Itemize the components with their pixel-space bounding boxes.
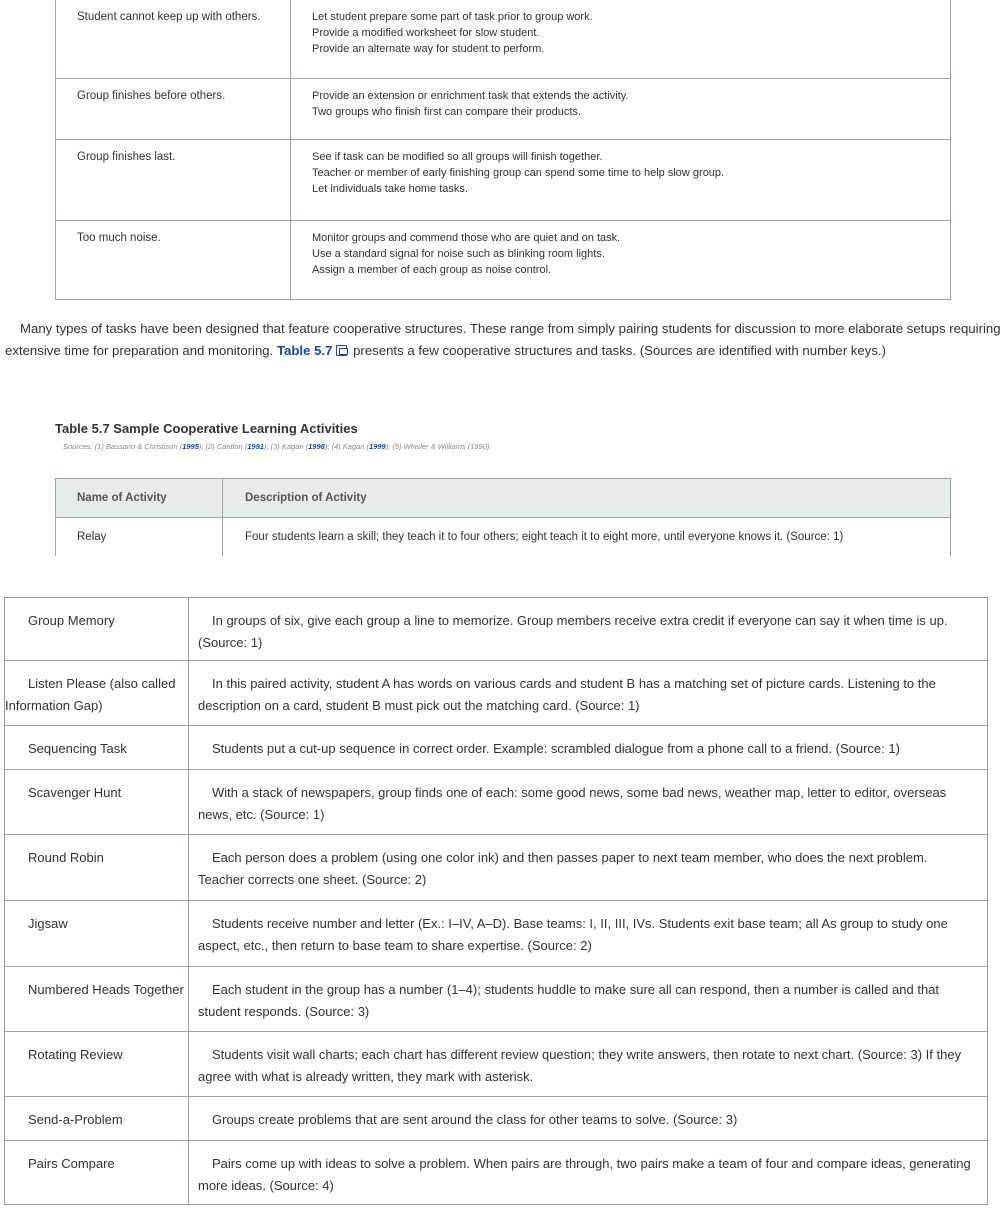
- activity-description-cell: In this paired activity, student A has words on various cards and student B has a matching set of picture cards. Listening to the description on a card, student B must pick out the matching card. (Source: 1): [198, 676, 936, 713]
- source-year-link[interactable]: 1991: [247, 442, 264, 451]
- column-header-description: Description of Activity: [245, 492, 367, 504]
- table-row: [56, 0, 950, 78]
- activity-name-cell: Numbered Heads Together: [5, 967, 189, 1031]
- solution-line: Two groups who finish first can compare their products.: [312, 106, 582, 118]
- activity-description-cell: In groups of six, give each group a line to memorize. Group members receive extra credit if everyone can say it when time is up. (Source: 1): [198, 613, 948, 650]
- solution-line: Provide an extension or enrichment task that extends the activity.: [312, 90, 629, 102]
- source-year-link[interactable]: 1998: [308, 442, 325, 451]
- solution-line: Provide an alternate way for student to perform.: [312, 43, 545, 55]
- table-row: [56, 518, 950, 556]
- table-row: [5, 1032, 987, 1097]
- activity-name-cell: Relay: [56, 518, 223, 556]
- source-year-link[interactable]: 1999: [369, 442, 386, 451]
- table-row: [5, 770, 987, 835]
- sources-text: ); (5) Whisler & Williams (1990).: [385, 442, 492, 451]
- activity-name-cell: Listen Please (also called Information Gap): [5, 661, 189, 725]
- solution-cell: [291, 140, 950, 220]
- activity-name-cell: Send-a-Problem: [5, 1097, 189, 1140]
- activities-table: [4, 597, 988, 1205]
- activity-description-cell: Each person does a problem (using one color ink) and then passes paper to next team member, who does the next problem. Teacher corrects one sheet. (Source: 2): [198, 850, 928, 887]
- activities-table-header: [55, 478, 951, 556]
- table-row: [5, 835, 987, 901]
- solution-line: Teacher or member of early finishing group can spend some time to help slow group.: [312, 167, 725, 179]
- table-row: [56, 139, 950, 220]
- table-row: [5, 661, 987, 726]
- solution-line: Use a standard signal for noise such as blinking room lights.: [312, 248, 605, 260]
- table-row: [5, 1141, 987, 1205]
- table-row: [5, 597, 987, 661]
- solution-line: See if task can be modified so all groups will finish together.: [312, 151, 603, 163]
- sources-text: ); (3) Kagan (: [263, 442, 309, 451]
- activity-description-cell: Students put a cut-up sequence in correct order. Example: scrambled dialogue from a phone call to a friend. (Source: 1): [212, 741, 900, 756]
- activity-description-cell: Students receive number and letter (Ex.: I–IV, A–D). Base teams: I, II, III, IVs. Students exit base team; all As group to study one aspect, etc., then return to base team to share expertise. (Source: 2): [198, 916, 948, 953]
- intro-text: Many types of tasks have been designed that feature cooperative structures. These range from simply pairing students for discussion to more elaborate setups requiring extensive time for preparation and monitoring.: [5, 321, 1001, 358]
- activity-name-cell: Round Robin: [5, 835, 189, 900]
- open-in-window-icon[interactable]: [336, 345, 347, 356]
- problem-cell: Group finishes before others.: [56, 79, 291, 139]
- table-row: [5, 726, 987, 770]
- solution-line: Let student prepare some part of task prior to group work.: [312, 11, 593, 23]
- activity-name-cell: Rotating Review: [5, 1032, 189, 1096]
- activity-name-cell: Scavenger Hunt: [5, 770, 189, 834]
- solution-cell: [291, 0, 950, 78]
- source-year-link[interactable]: 1995: [182, 442, 199, 451]
- solution-line: Let individuals take home tasks.: [312, 183, 468, 195]
- solution-line: Assign a member of each group as noise control.: [312, 264, 552, 276]
- activity-name-cell: Pairs Compare: [5, 1141, 189, 1204]
- intro-paragraph: [5, 318, 1005, 362]
- activity-description-cell: Groups create problems that are sent around the class for other teams to solve. (Source: 3): [212, 1112, 738, 1127]
- table-row: [56, 220, 950, 299]
- intro-text-end: presents a few cooperative structures and tasks. (Sources are identified with number keys.): [349, 343, 886, 358]
- problem-solution-table: [55, 0, 951, 300]
- problem-cell: Group finishes last.: [56, 140, 291, 220]
- table-row: [5, 1097, 987, 1141]
- table-header-row: [56, 478, 950, 518]
- activity-name-cell: Jigsaw: [5, 901, 189, 966]
- activity-description-cell: With a stack of newspapers, group finds one of each: some good news, some bad news, weather map, letter to editor, overseas news, etc. (Source: 1): [198, 785, 947, 822]
- solution-cell: [291, 221, 950, 299]
- activity-description-cell: Each student in the group has a number (1–4); students huddle to make sure all can respond, then a number is called and that student responds. (Source: 3): [198, 982, 940, 1019]
- sources-text: Sources: (1) Bassano & Christison (: [63, 442, 183, 451]
- activity-name-cell: Group Memory: [5, 598, 189, 660]
- solution-line: Provide a modified worksheet for slow student.: [312, 27, 540, 39]
- table-row: [56, 78, 950, 139]
- table-row: [5, 967, 987, 1032]
- table-sources: [63, 442, 491, 451]
- table-5-7-link[interactable]: Table 5.7: [276, 343, 333, 358]
- problem-cell: Student cannot keep up with others.: [56, 0, 291, 78]
- column-header-name: Name of Activity: [56, 479, 223, 517]
- activity-name-cell: Sequencing Task: [5, 726, 189, 769]
- activity-description-cell: Four students learn a skill; they teach it to four others; eight teach it to eight more, until everyone knows it. (Source: 1): [245, 531, 844, 543]
- solution-line: Monitor groups and commend those who are quiet and on task.: [312, 232, 621, 244]
- sources-text: ); (2) Cantlon (: [198, 442, 248, 451]
- solution-cell: [291, 79, 950, 139]
- table-title: Table 5.7 Sample Cooperative Learning Activities: [55, 421, 358, 436]
- table-row: [5, 901, 987, 967]
- activity-description-cell: Students visit wall charts; each chart has different review question; they write answers, then rotate to next chart. (Source: 3) If they agree with what is already written, they mark with asterisk.: [198, 1047, 962, 1084]
- activity-description-cell: Pairs come up with ideas to solve a problem. When pairs are through, two pairs make a team of four and compare ideas, generating more ideas. (Source: 4): [198, 1156, 971, 1193]
- problem-cell: Too much noise.: [56, 221, 291, 299]
- sources-text: ); (4) Kagan (: [324, 442, 370, 451]
